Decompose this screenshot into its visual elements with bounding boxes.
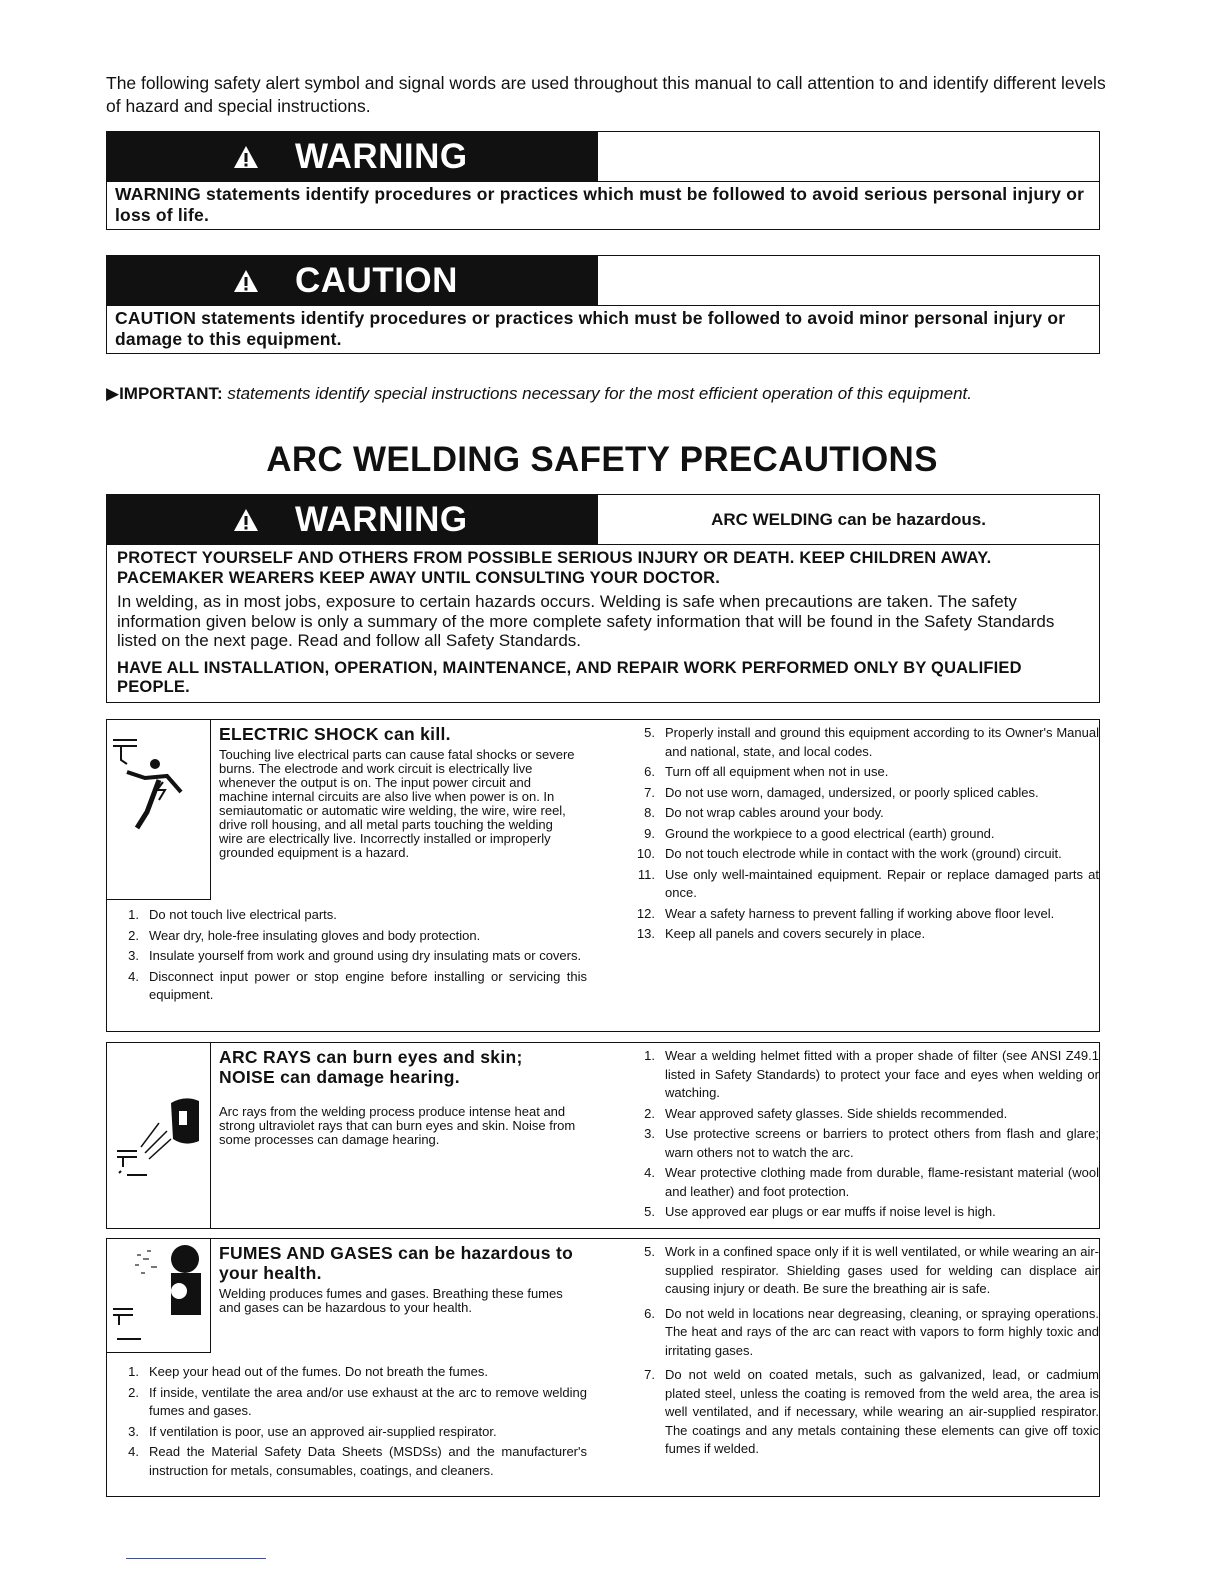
fumes-icon bbox=[107, 1239, 211, 1353]
list-item: 3. Insulate yourself from work and ground using dry insulating mats or covers. bbox=[128, 948, 582, 963]
list-item: 4. Read the Material Safety Data Sheets (MSDSs) and the manufacturer's instruction for metals, consumables, coatings, and cleaners. bbox=[128, 1444, 587, 1478]
list-item: 5. Properly install and ground this equipment according to its Owner's Manual and national, state, and local codes. bbox=[644, 725, 1099, 759]
list-item: 7. Do not use worn, damaged, undersized, or poorly spliced cables. bbox=[644, 784, 1039, 800]
welding-safety-body: In welding, as in most jobs, exposure to certain hazards occurs. Welding is safe when precautions are taken. The safety information given below is only a summary of the more complete safety information that will be found in the Safety Standards listed on the next page. Read and follow all Safety Standards. bbox=[117, 592, 1055, 650]
list-item: 13. Keep all panels and covers securely in place. bbox=[636, 926, 926, 941]
list-item: 3. If ventilation is poor, use an approved air-supplied respirator. bbox=[128, 1423, 497, 1439]
list-item: 3. Use protective screens or barriers to protect others from flash and glare; warn others not to watch the arc. bbox=[644, 1126, 1099, 1160]
list-item: 10. Do not touch electrode while in contact with the work (ground) circuit. bbox=[636, 846, 1062, 861]
arc-warning-signal-word: WARNING bbox=[295, 499, 468, 539]
electric-shock-right-list bbox=[615, 724, 1099, 944]
electric-shock-icon bbox=[107, 720, 211, 900]
electric-shock-title: ELECTRIC SHOCK can kill. bbox=[219, 724, 451, 744]
fumes-right-list bbox=[615, 1243, 1099, 1459]
fumes-title: FUMES AND GASES can be hazardous to your health. bbox=[219, 1243, 574, 1283]
arc-warning-signal-bar bbox=[107, 495, 1099, 545]
caution-description: CAUTION statements identify procedures or practices which must be followed to avoid minor personal injury or damage to this equipment. bbox=[115, 308, 1066, 349]
warning-definition-box bbox=[106, 131, 1100, 230]
list-item: 2. Wear dry, hole-free insulating gloves and body protection. bbox=[128, 927, 481, 943]
list-item: 6. Turn off all equipment when not in use. bbox=[644, 764, 889, 779]
caution-signal-bar bbox=[107, 256, 1099, 306]
list-item: 12. Wear a safety harness to prevent falling if working above floor level. bbox=[636, 905, 1055, 921]
list-item: 5. Work in a confined space only if it is well ventilated, or while wearing an air-supplied respirator. Shielding gases used for welding can displace air causing injury or death. Be sure the breathing air is safe. bbox=[644, 1244, 1099, 1296]
intro-text: The following safety alert symbol and signal words are used throughout this manual to call attention to and identify different levels of hazard and special instructions. bbox=[106, 73, 1106, 116]
electric-shock-left-list bbox=[107, 906, 587, 1007]
caution-definition-box bbox=[106, 255, 1100, 354]
list-item: 2. If inside, ventilate the area and/or use exhaust at the arc to remove welding fumes and gases. bbox=[128, 1384, 587, 1418]
electric-shock-description: Touching live electrical parts can cause fatal shocks or severe burns. The electrode and work circuit is electrically live whenever the output is on. The input power circuit and machine internal circuits are also live when power is on. In semiautomatic or automatic wire welding, the wire, wire reel, drive roll housing, and all metal parts touching the welding wire are electrically live. Incorrectly installed or improperly grounded equipment is a hazard. bbox=[219, 747, 575, 860]
arc-rays-section bbox=[106, 1042, 1100, 1229]
fumes-description: Welding produces fumes and gases. Breathing these fumes and gases can be hazardous to your health. bbox=[219, 1286, 563, 1315]
warning-signal-word: WARNING bbox=[295, 136, 468, 176]
arc-warning-right-text: ARC WELDING can be hazardous. bbox=[711, 509, 986, 529]
arc-rays-title: ARC RAYS can burn eyes and skin; NOISE can damage hearing. bbox=[219, 1047, 523, 1087]
electric-shock-section bbox=[106, 719, 1100, 1032]
list-item: 5. Use approved ear plugs or ear muffs if noise level is high. bbox=[644, 1204, 996, 1219]
triangle-right-icon: ▶ bbox=[106, 384, 120, 403]
fumes-gases-section bbox=[106, 1238, 1100, 1497]
qualified-people-statement: HAVE ALL INSTALLATION, OPERATION, MAINTENANCE, AND REPAIR WORK PERFORMED ONLY BY QUALIFIED PEOPLE. bbox=[117, 658, 1022, 696]
list-item: 6. Do not weld in locations near degreasing, cleaning, or spraying operations. The heat and rays of the arc can react with vapors to form highly toxic and irritating gases. bbox=[644, 1305, 1099, 1358]
warning-description: WARNING statements identify procedures or practices which must be followed to avoid serious personal injury or loss of life. bbox=[115, 184, 1085, 225]
list-item: 4. Wear protective clothing made from durable, flame-resistant material (wool and leather) and foot protection. bbox=[644, 1165, 1099, 1199]
list-item: 2. Wear approved safety glasses. Side shields recommended. bbox=[644, 1105, 1008, 1121]
arc-rays-right-list bbox=[615, 1047, 1099, 1222]
warning-signal-bar bbox=[107, 132, 1099, 182]
list-item: 4. Disconnect input power or stop engine before installing or servicing this equipment. bbox=[128, 968, 587, 1002]
list-item: 1. Keep your head out of the fumes. Do not breath the fumes. bbox=[128, 1364, 488, 1379]
fumes-left-list bbox=[107, 1363, 587, 1482]
page-title: ARC WELDING SAFETY PRECAUTIONS bbox=[266, 440, 938, 479]
list-item: 8. Do not wrap cables around your body. bbox=[644, 805, 884, 820]
list-item: 7. Do not weld on coated metals, such as galvanized, lead, or cadmium plated steel, unless the coating is removed from the weld area, the area is well ventilated, and if necessary, while wearing an air-supplied respirator. The coatings and any metals containing these elements can give off toxic fumes if welded. bbox=[644, 1367, 1099, 1456]
arc-rays-icon bbox=[107, 1043, 211, 1228]
list-item: 1. Do not touch live electrical parts. bbox=[128, 907, 337, 922]
footnote-divider bbox=[126, 1558, 266, 1559]
arc-rays-description: Arc rays from the welding process produce intense heat and strong ultraviolet rays that can burn eyes and skin. Noise from some processes can damage hearing. bbox=[219, 1104, 576, 1147]
list-item: 11. Use only well-maintained equipment. Repair or replace damaged parts at once. bbox=[637, 866, 1099, 900]
important-text: statements identify special instructions necessary for the most efficient operation of this equipment. bbox=[227, 384, 972, 403]
safety-alert-icon bbox=[233, 507, 259, 533]
list-item: 9. Ground the workpiece to a good electrical (earth) ground. bbox=[644, 825, 995, 841]
safety-alert-icon bbox=[233, 268, 259, 294]
arc-welding-warning-box bbox=[106, 494, 1100, 703]
safety-alert-icon bbox=[233, 144, 259, 170]
important-label: IMPORTANT: bbox=[119, 384, 223, 403]
protect-statement: PROTECT YOURSELF AND OTHERS FROM POSSIBLE SERIOUS INJURY OR DEATH. KEEP CHILDREN AWAY. PACEMAKER WEARERS KEEP AWAY UNTIL CONSULTING YOUR DOCTOR. bbox=[117, 549, 992, 587]
caution-signal-word: CAUTION bbox=[295, 260, 458, 300]
important-note bbox=[106, 384, 1106, 404]
list-item: 1. Wear a welding helmet fitted with a proper shade of filter (see ANSI Z49.1 listed in Safety Standards) to protect your face and eyes when welding or watching. bbox=[644, 1048, 1099, 1100]
